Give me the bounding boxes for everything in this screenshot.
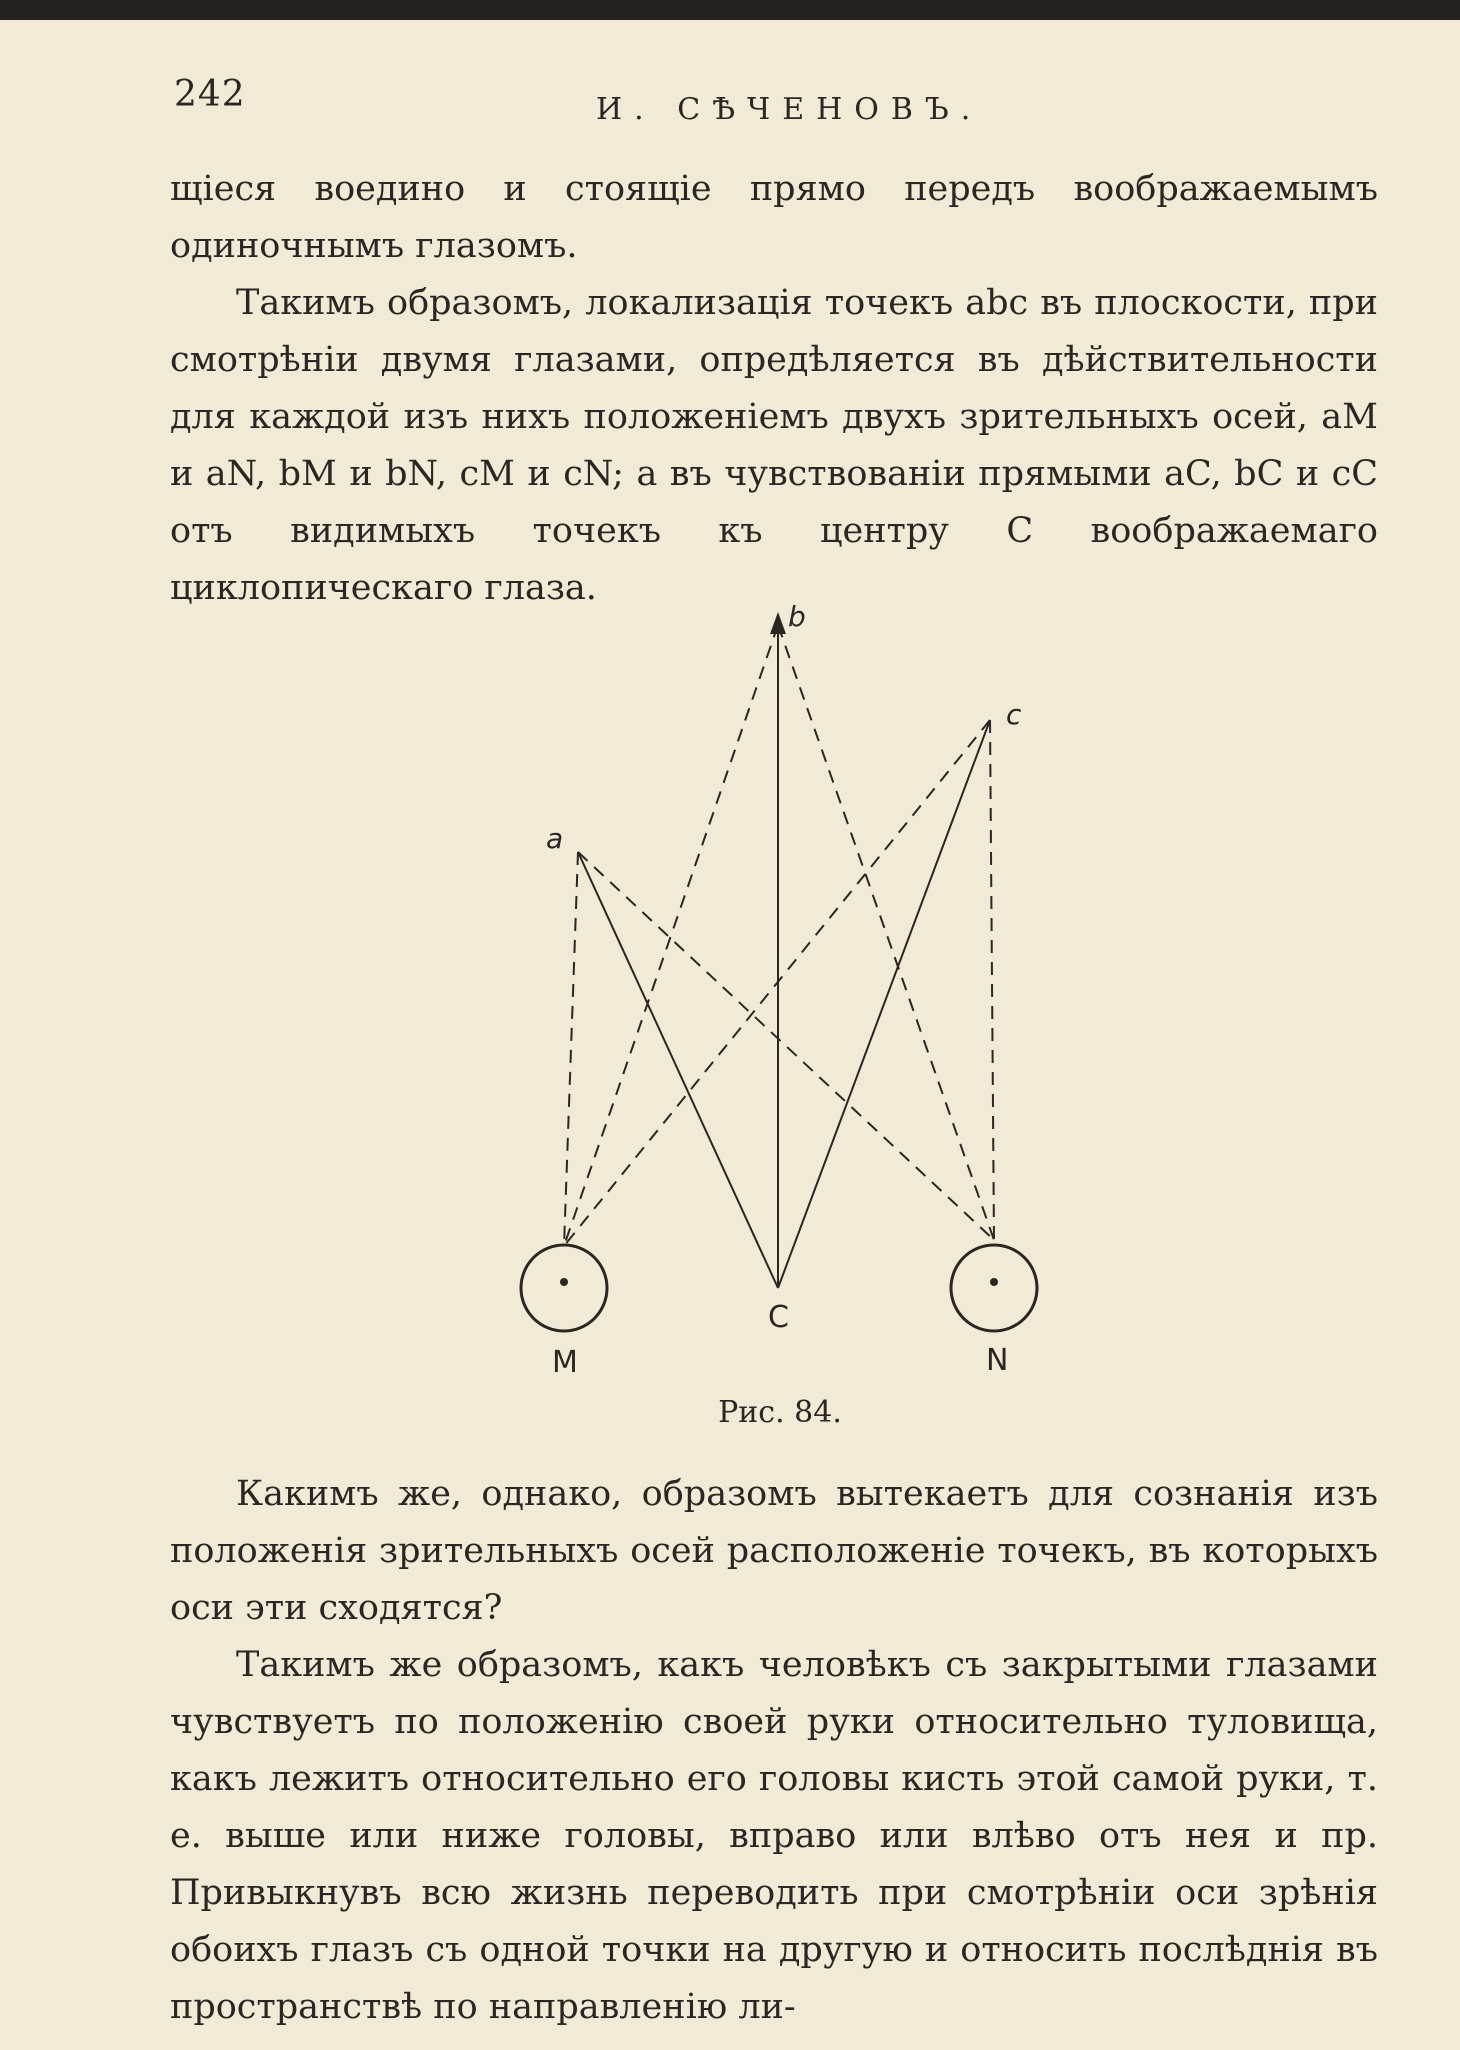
arrow-b [770, 612, 786, 634]
label-c: c [1006, 698, 1022, 731]
text-block-top [170, 161, 1378, 617]
line-bN [778, 625, 994, 1240]
line-bM [564, 625, 778, 1246]
eye-N [951, 1245, 1037, 1331]
page-number: 242 [174, 74, 246, 115]
figure-caption: Рис. 84. [718, 1395, 842, 1430]
paragraph: щіеся воедино и стоящіе прямо передъ воображаемымъ одиночнымъ глазомъ. [170, 169, 1378, 266]
line-aM [564, 852, 578, 1246]
figure-diagram [500, 600, 1060, 1390]
page-top-edge [0, 0, 1460, 20]
line-cC [778, 720, 990, 1288]
label-M: M [552, 1345, 578, 1380]
eye-M-center [560, 1278, 568, 1286]
label-b: b [788, 600, 806, 633]
text-block-bottom [170, 1466, 1378, 2036]
running-head: И. СѢЧЕНОВЪ. [596, 92, 983, 127]
line-aN [578, 852, 994, 1240]
eye-M [521, 1245, 607, 1331]
paragraph: Такимъ же образомъ, какъ человѣкъ съ закрытыми глазами чувствуетъ по положенію своей руки относительно туловища, какъ лежитъ относительно его головы кисть этой самой руки, т. е. выше или ниже головы, вправо или влѣво отъ нея и пр. Привыкнувъ всю жизнь переводить при смотрѣніи оси зрѣнія обоихъ глазъ съ одной точки на другую и относить послѣднія въ пространствѣ по направленію ли- [170, 1645, 1378, 2027]
label-C: C [768, 1300, 789, 1335]
line-cN [990, 720, 994, 1240]
eye-N-center [990, 1278, 998, 1286]
paragraph: Какимъ же, однако, образомъ вытекаетъ для сознанія изъ положенія зрительныхъ осей расположеніе точекъ, въ которыхъ оси эти сходятся? [170, 1474, 1378, 1628]
figure-84 [500, 600, 1060, 1390]
label-N: N [986, 1343, 1009, 1378]
label-a: a [546, 822, 564, 855]
paragraph: Такимъ образомъ, локализація точекъ abc въ плоскости, при смотрѣніи двумя глазами, опредѣляется въ дѣйствительности для каждой изъ нихъ положеніемъ двухъ зрительныхъ осей, aM и aN, bM и bN, cM и cN; а въ чувствованіи прямыми aC, bC и cC отъ видимыхъ точекъ къ центру C воображаемаго циклопическаго глаза. [170, 283, 1378, 608]
